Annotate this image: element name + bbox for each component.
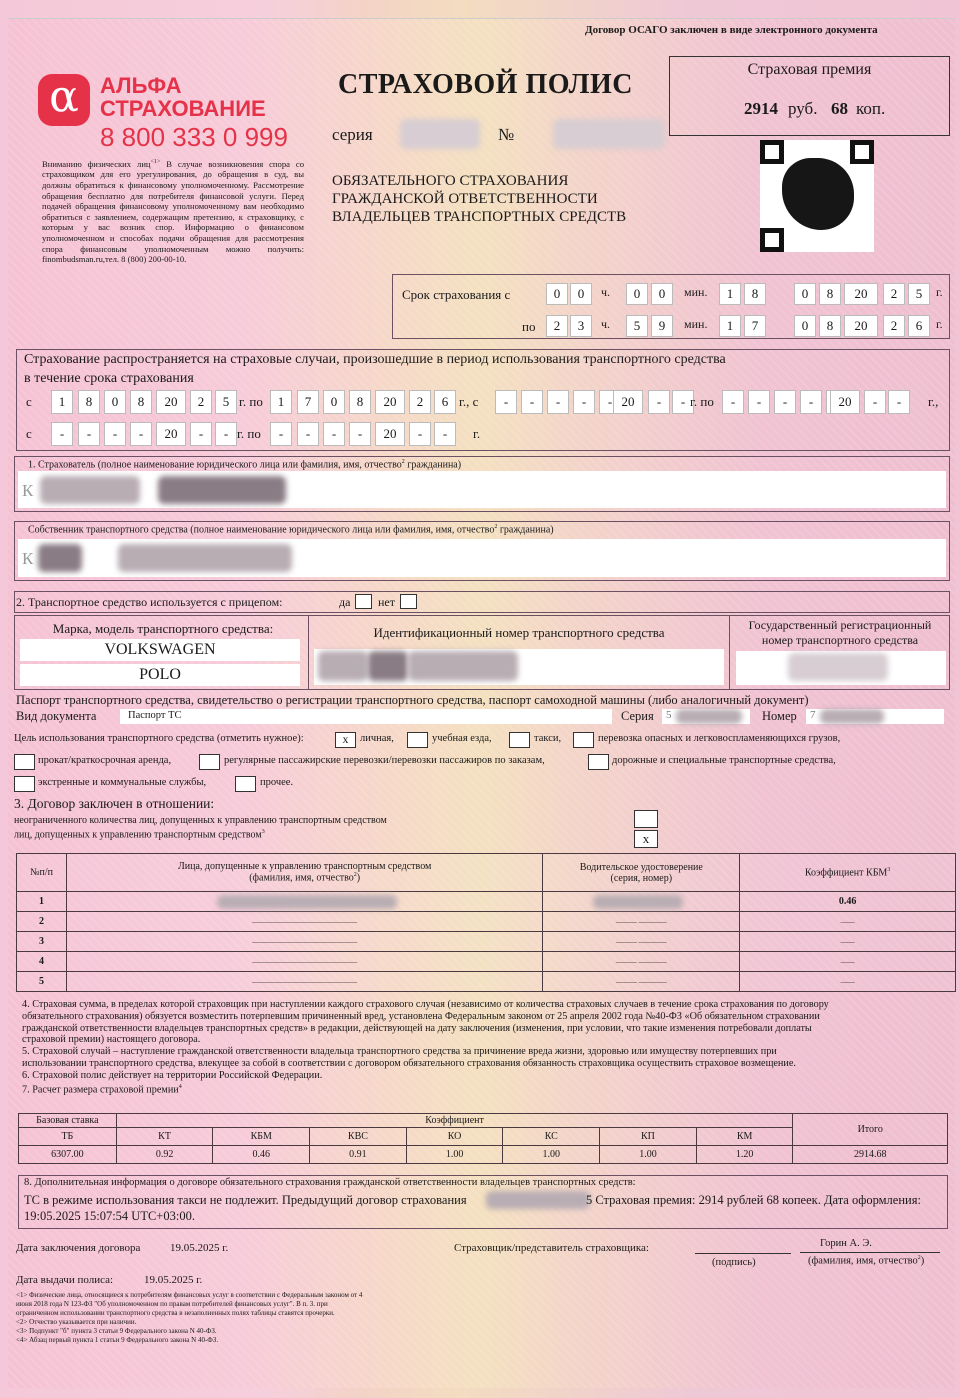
contract-date: 19.05.2025 г. [170,1242,229,1254]
table-row [17,892,956,912]
term-century: 20 [844,315,878,337]
notice-line: В случае возникновения [166,158,264,169]
purpose-training-checkbox[interactable] [407,732,428,748]
premium-rub: 2914 [744,99,778,118]
trailer-no-checkbox[interactable] [400,594,417,609]
period-digit: 20 [156,390,186,414]
insurant-label [28,459,461,470]
period-digit: 8 [130,390,152,414]
subtitle-line1: ОБЯЗАТЕЛЬНОГО СТРАХОВАНИЯ [332,173,569,189]
period-digit: - [888,390,910,414]
period-digit: - [648,390,670,414]
row-kbm: —— [740,932,956,952]
period-digit: - [297,422,319,446]
insurer-name-line1: АЛЬФА [100,73,182,98]
term-digit: 0 [570,283,592,305]
rep-name-label-end: ) [920,1255,925,1267]
rate-header: КМ [696,1128,793,1146]
term-digit: 5 [908,283,930,305]
trailer-no-label: нет [378,595,395,609]
rep-name: Горин А. Э. [820,1238,872,1249]
redacted-number [553,119,665,149]
col-person-sup: 2 [353,872,357,879]
period-digit: - [864,390,886,414]
col-license-line1: Водительское удостоверение [579,861,703,873]
contract-date-label: Дата заключения договора [16,1242,141,1254]
doc-number-label: Номер [762,709,797,723]
period-digit: - [130,422,152,446]
period-digit: - [323,422,345,446]
redacted-doc-series [676,709,742,724]
notice-block [42,157,304,265]
paragraph-line: 6. Страховой полис действует на территории Российской Федерации. [22,1069,323,1081]
notice-line: спора со страховщиком для его урегулирования, до [42,158,304,180]
redacted-driver [217,895,397,909]
purpose-label: Цель использования транспортного средства (отметить нужное): [14,733,304,744]
period-digit: 2 [190,390,212,414]
rate-table [18,1113,948,1164]
footnote: июня 2018 года N 123-ФЗ "Об уполномоченном по правам потребителей финансовых услуг". В п. 3. при [16,1300,328,1308]
row-num: 3 [17,932,67,952]
owner-initial: К [22,549,34,568]
term-digit: 2 [883,315,905,337]
purpose-rental-checkbox[interactable] [14,754,35,770]
doc-type-field [120,709,612,724]
paragraph-line: 4. Страховая сумма, в пределах которой страховщик при наступлении каждого страхового случая (независимо от количества страховых случаев в течение срока страхования по договору [22,999,829,1010]
purpose-road-checkbox[interactable] [588,754,609,770]
insurer-logo [38,71,90,126]
term-from-label: Срок страхования с [402,287,511,302]
coef-label: Коэффициент [116,1114,793,1128]
rate-values-row [19,1146,948,1164]
insurant-sup: 2 [401,459,405,465]
period-digit: - [521,390,543,414]
paragraph-line: страховой премии) настоящего договора. [22,1034,201,1046]
period-digit: 1 [51,390,73,414]
premium-rub-label: руб. [788,99,818,118]
qr-finder [760,140,784,164]
model-label: Марка, модель транспортного средства: [52,621,274,636]
period-digit: - [599,390,621,414]
term-digit: 0 [626,283,648,305]
rate-value: 1.00 [406,1146,503,1164]
period-digit: - [78,422,100,446]
col-license-line2: (серия, номер) [610,872,673,884]
electronic-note: Договор ОСАГО заключен в виде электронного документа [585,24,878,36]
purpose-personal-checkbox[interactable]: x [335,732,356,748]
premium-label: Страховая премия [747,61,872,78]
trailer-yes-label: да [339,595,351,609]
period-label: с [26,426,32,441]
issue-date: 19.05.2025 г. [144,1274,203,1286]
row-num: 2 [17,912,67,932]
term-digit: 8 [819,315,841,337]
row-license: ——— ———— [543,912,740,932]
term-digit: 0 [794,315,816,337]
owner-label-text: Собственник транспортного средства (полное наименование юридического лица или фамилия, имя, отчество [28,524,495,536]
base-rate-label: Базовая ставка [19,1114,117,1128]
term-unit-label: мин. [684,285,708,299]
purpose-dangerous: перевозка опасных и легковоспламеняющихся грузов, [598,733,841,744]
notice-line: претензию, к страховщику, с которым у вас возник [42,211,304,233]
paragraph-line [22,1082,942,1096]
notice-line: способах подачи обращения для рассмотрения спора [42,233,304,254]
rate-header: КТ [116,1128,213,1146]
paragraph-line: гражданской ответственности владельцев транспортных средств» в редакции, действующей на дату заключения (изменения, при условии, что такие изменения потребовали доплаты [22,1022,812,1034]
doc-series-label: Серия [621,709,654,723]
extra-line2: 19:05.2025 15:07:54 UTC+03:00. [24,1209,195,1223]
rep-name-sup: 2 [917,1255,921,1261]
period-digit: - [748,390,770,414]
period-digit: 20 [613,390,643,414]
row-license: ——— ———— [543,952,740,972]
qr-finder [850,140,874,164]
subtitle-line2: ГРАЖДАНСКОЙ ОТВЕТСТВЕННОСТИ [332,191,598,207]
contract-limited [14,829,265,840]
footnote: <2> Отчество указывается при наличии. [16,1318,137,1326]
period-digit: 0 [323,390,345,414]
purpose-other-checkbox[interactable] [235,776,256,792]
insurer-rep-label: Страховщик/представитель страховщика: [454,1242,649,1254]
reg-label-2: номер транспортного средства [761,633,919,647]
doc-type-value: Паспорт ТС [128,710,182,721]
rate-value: 0.92 [116,1146,213,1164]
footnote: <4> Абзац первый пункта 1 статьи 9 Федерального закона N 40-ФЗ. [16,1336,219,1344]
col-person-line1: Лица, допущенные к управлению транспортным средством [178,861,432,873]
rate-value: 0.46 [213,1146,310,1164]
purpose-personal: личная, [360,733,394,744]
period-label: г. по [237,426,261,441]
row-license [543,892,740,912]
doc-number-initial: 7 [810,709,816,721]
term-digit: 8 [819,283,841,305]
term-unit-label: ч. [601,285,611,299]
redacted-prev-policy [486,1191,590,1209]
period-digit: - [573,390,595,414]
footnote: <1> Физические лица, относящиеся к потребителям финансовых услуг в соответствии с Федеральным законом от 4 [16,1291,363,1299]
period-digit: - [434,422,456,446]
term-digit: 7 [744,315,766,337]
premium-kop-label: коп. [856,99,886,118]
policy-title: СТРАХОВОЙ ПОЛИС [338,69,633,100]
period-digit: 5 [215,390,237,414]
drivers-table [16,853,956,992]
policy-sheet [8,18,955,1388]
redacted-reg [788,653,888,681]
redacted-license [593,895,683,909]
notice-line: обращения в суд, вы должны обратиться к финансовому [42,169,305,191]
paragraph-line: использовании транспортного средства, влекущее за собой в соответствии с договором обязательного страхования обязанность страховщика осуществить страховое возмещение. [22,1057,796,1069]
col-num: №п/п [17,854,67,892]
owner-label-end: гражданина) [499,524,554,536]
col-person: Лица, допущенные к управлению транспортным средством (фамилия, имя, отчество$^2$) [66,854,542,892]
insurer-name-line2: СТРАХОВАНИЕ [100,96,266,121]
paragraph-7-text: 7. Расчет размера страховой премии [22,1083,179,1095]
rate-header: КО [406,1128,503,1146]
term-digit: 0 [651,283,673,305]
redacted-vin [318,651,368,681]
qr-code [760,140,874,252]
period-text2: в течение срока страхования [24,371,194,386]
redacted-owner [38,544,82,572]
extra-line1-b: 5 Страховая премия: 2914 рублей 68 копеек. Дата оформления: [586,1193,921,1207]
period-digit: - [190,422,212,446]
redacted-vin [368,651,408,681]
row-num: 1 [17,892,67,912]
period-digit: 2 [409,390,431,414]
period-digit: - [349,422,371,446]
alpha-symbol: α [49,71,79,122]
period-digit: 8 [78,390,100,414]
notice-line: Вниманию физических лиц [42,158,151,169]
term-century: 20 [844,283,878,305]
row-kbm: —— [740,952,956,972]
period-digit: - [104,422,126,446]
term-unit-label: г. [936,317,943,331]
vin-label: Идентификационный номер транспортного средства [373,625,665,640]
rate-value: 0.91 [310,1146,407,1164]
table-row [17,972,956,992]
redacted-owner [118,544,292,572]
notice-line: необходимо обратиться с заявлением, содержащим [42,201,304,222]
period-digit: - [51,422,73,446]
rate-header-row [19,1114,948,1128]
notice-line: финансовым уполномоченным можно получить: [80,243,304,254]
insurer-phone: 8 800 333 0 999 [100,122,288,152]
purpose-taxi: такси, [534,733,562,744]
footnote: ограниченном использовании транспортного средства в незаполненных полях таблицы ставятся прочерки. [16,1309,335,1317]
row-license: ——— ———— [543,932,740,952]
period-digit: - [547,390,569,414]
purpose-other: прочее. [260,777,294,788]
redacted-insurant [158,476,286,504]
subtitle-line3: ВЛАДЕЛЬЦЕВ ТРАНСПОРТНЫХ СРЕДСТВ [332,209,627,225]
period-digit: 7 [297,390,319,414]
period-digit: 1 [270,390,292,414]
period-digit: - [215,422,237,446]
qr-scribble [782,158,854,230]
term-digit: 8 [744,283,766,305]
rate-total: 2914.68 [793,1146,948,1164]
premium-box [669,56,950,136]
paragraph-line: 5. Страховой случай – наступление гражданской ответственности владельца транспортного средства за причинение вреда жизни, здоровью или имуществу потерпевших при [22,1046,777,1058]
notice-line: для потребителя финансовой услуги. Перед подачей [42,190,304,212]
col-person-line2: (фамилия, имя, отчество [249,872,354,884]
signature-label: (подпись) [712,1257,756,1268]
trailer-label: 2. Транспортное средство используется с прицепом: [16,595,283,609]
term-digit: 3 [570,315,592,337]
row-person: ——————————————— [66,952,542,972]
owner-sup: 2 [494,524,498,530]
period-digit: - [270,422,292,446]
term-digit: 2 [883,283,905,305]
period-digit: 8 [349,390,371,414]
doc-label: Паспорт транспортного средства, свидетельство о регистрации транспортного средства, паспорт самоходной машины (либо аналогичный документ) [16,693,809,707]
premium-kop: 68 [831,99,848,118]
insurant-label-end: гражданина) [407,459,462,471]
issue-date-label: Дата выдачи полиса: [16,1274,114,1286]
period-digit: 20 [830,390,860,414]
row-person: ——————————————— [66,932,542,952]
term-unit-label: мин. [684,317,708,331]
period-digit: - [495,390,517,414]
contract-limited-checkbox[interactable]: x [634,830,658,848]
purpose-regular-checkbox[interactable] [199,754,220,770]
table-row [17,912,956,932]
name-line [800,1252,940,1253]
insurant-initial: К [22,481,34,500]
period-digit: - [722,390,744,414]
rep-name-label [808,1255,924,1267]
row-num: 5 [17,972,67,992]
term-unit-label: г. [936,285,943,299]
series-label: серия [332,125,373,144]
purpose-dangerous-checkbox[interactable] [573,732,594,748]
vehicle-make: VOLKSWAGEN [20,639,300,661]
footnotes [16,1291,486,1345]
term-digit: 6 [908,315,930,337]
rate-header: ТБ [19,1128,117,1146]
contract-unlimited-checkbox[interactable] [634,810,658,828]
period-text1: Страхование распространяется на страховые случаи, произошедшие в период использования транспортного средства [24,352,726,367]
notice-line: finombudsman.ru,тел. 8 (800) 200-00-10. [42,254,187,265]
row-license: ——— ———— [543,972,740,992]
insurant-label-text: 1. Страхователь (полное наименование юридического лица или фамилия, имя, отчество [28,459,402,471]
row-kbm: 0.46 [740,892,956,912]
drivers-header-row [17,854,956,892]
total-label: Итого [793,1114,948,1146]
vehicle-divider [308,615,309,690]
term-digit: 2 [546,315,568,337]
owner-label [28,524,554,535]
purpose-road: дорожные и специальные транспортные средства, [612,755,836,766]
vehicle-divider [729,615,730,690]
term-digit: 0 [546,283,568,305]
contract-limited-text: лиц, допущенных к управлению транспортным средством [14,829,262,841]
period-digit: - [800,390,822,414]
contract-sup: 3 [261,829,265,835]
purpose-emergency: экстренные и коммунальные службы, [38,777,207,788]
extra-label: 8. Дополнительная информация о договоре обязательного страхования гражданской ответственности владельцев транспортных средств: [24,1177,636,1188]
redacted-vin [408,651,518,681]
rate-header: КП [600,1128,697,1146]
contract-unlimited: неограниченного количества лиц, допущенных к управлению транспортным средством [14,815,387,826]
term-digit: 9 [651,315,673,337]
col-license [543,854,740,892]
term-digit: 1 [719,283,741,305]
table-row [17,932,956,952]
rep-name-label-text: (фамилия, имя, отчество [808,1255,918,1267]
purpose-regular: регулярные пассажирские перевозки/перевозки пассажиров по заказам, [224,755,545,766]
row-kbm: —— [740,972,956,992]
trailer-yes-checkbox[interactable] [355,594,372,609]
period-label: г., с [459,394,479,409]
col-kbm-text: Коэффициент КБМ [804,867,888,879]
contract-title: 3. Договор заключен в отношении: [14,796,215,811]
doc-series-initial: 5 [666,709,672,721]
purpose-emergency-checkbox[interactable] [14,776,35,792]
extra-line1-a: ТС в режиме использования такси не подлежит. Предыдущий договор страхования [24,1193,467,1207]
paragraph-line: обязательного страхования) обязуется возместить потерпевшим причиненный вред, установлена Федеральным законом от 25 апреля 2002 года №40-ФЗ «Об обязательном страховании [22,1010,820,1022]
col-kbm [740,854,956,892]
term-unit-label: ч. [601,317,611,331]
period-digit: - [672,390,694,414]
notice-line: спор. Информацию о финансовом уполномоченном и [42,222,304,244]
period-digit: - [409,422,431,446]
vehicle-model: POLO [20,664,300,686]
rate-header: КС [503,1128,600,1146]
period-digit: 20 [375,422,405,446]
reg-label-1: Государственный регистрационный [748,618,932,632]
rate-header: КВС [310,1128,407,1146]
period-digit: 20 [375,390,405,414]
col-kbm-sup: 3 [887,866,891,873]
term-digit: 1 [719,315,741,337]
signature-line [695,1253,791,1254]
paragraph-7-sup: 4 [178,1083,182,1090]
row-person: ——————————————— [66,972,542,992]
rate-header: КБМ [213,1128,310,1146]
period-label: г. [473,426,481,441]
purpose-taxi-checkbox[interactable] [509,732,530,748]
notice-line: уполномоченному. Рассмотрение обращения бесплатно [42,180,304,201]
period-label: г., [928,394,939,409]
term-digit: 0 [794,283,816,305]
doc-type-label: Вид документа [16,709,97,723]
qr-finder [760,228,784,252]
footnote: <3> Подпункт "б" пункта 3 статьи 9 Федерального закона N 40-ФЗ. [16,1327,217,1335]
period-label: г. по [239,394,263,409]
term-digit: 5 [626,315,648,337]
rate-value: 1.00 [503,1146,600,1164]
redacted-insurant [40,476,140,504]
redacted-doc-number [820,709,884,724]
rate-value: 1.00 [600,1146,697,1164]
period-label: г. по [690,394,714,409]
purpose-training: учебная езда, [432,733,492,744]
number-label: № [498,125,515,144]
period-digit: 6 [434,390,456,414]
term-to-label: по [522,319,536,334]
rate-value: 1.20 [696,1146,793,1164]
purpose-rental: прокат/краткосрочная аренда, [38,755,172,766]
rate-value: 6307.00 [19,1146,117,1164]
period-label: с [26,394,32,409]
row-num: 4 [17,952,67,972]
table-row [17,952,956,972]
period-digit: 0 [104,390,126,414]
period-digit: - [774,390,796,414]
row-person: ——————————————— [66,912,542,932]
row-person [66,892,542,912]
redacted-series [400,119,480,149]
terms-paragraphs [22,999,942,1096]
period-digit: 20 [156,422,186,446]
notice-sup: <1> [150,159,161,165]
notice-line: обращения финансовому уполномоченному вам [75,201,257,212]
row-kbm: —— [740,912,956,932]
